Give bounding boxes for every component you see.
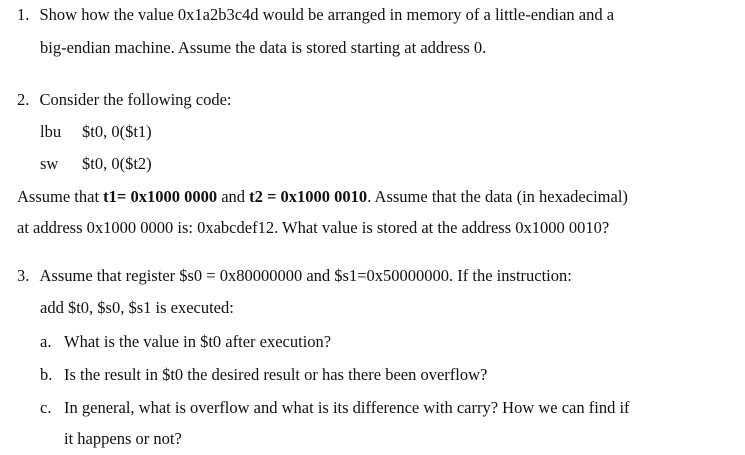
- sub-item-letter: a.: [40, 332, 52, 351]
- question-2-line-1: [17, 90, 232, 110]
- question-2-number: 2.: [17, 90, 30, 109]
- t2-value: t2 = 0x1000 0010: [249, 187, 368, 206]
- question-2-assume-line: [17, 187, 628, 207]
- question-3-line-2: add $t0, $s0, $s1 is executed:: [40, 298, 234, 317]
- question-1-number: 1.: [17, 5, 30, 24]
- code-line-2: [40, 154, 152, 174]
- question-3-text: Assume that register $s0 = 0x80000000 and $s1=0x50000000. If the instruction:: [39, 266, 572, 285]
- question-1-line-1: [17, 5, 614, 25]
- sub-item-c-line-2: it happens or not?: [64, 429, 182, 448]
- assume-post: . Assume that the data (in hexadecimal): [367, 187, 628, 206]
- code-args: $t0, 0($t1): [82, 122, 152, 141]
- sub-item-text: In general, what is overflow and what is its difference with carry? How we can find if: [64, 398, 630, 417]
- sub-item-c: [40, 398, 630, 418]
- sub-item-letter: c.: [40, 398, 52, 417]
- sub-item-b: [40, 365, 487, 385]
- code-op: lbu: [40, 122, 62, 141]
- t1-value: t1= 0x1000 0000: [103, 187, 218, 206]
- question-1-text: Show how the value 0x1a2b3c4d would be arranged in memory of a little-endian and a: [39, 5, 615, 24]
- assume-pre: Assume that: [17, 187, 104, 206]
- sub-item-a: [40, 332, 331, 352]
- and-text: and: [217, 187, 250, 206]
- question-3-number: 3.: [17, 266, 30, 285]
- sub-item-letter: b.: [40, 365, 53, 384]
- question-3-line-1: [17, 266, 572, 286]
- question-2-intro: Consider the following code:: [39, 90, 232, 109]
- sub-item-text: Is the result in $t0 the desired result or has there been overflow?: [64, 365, 488, 384]
- question-1-line-2: big-endian machine. Assume the data is stored starting at address 0.: [40, 38, 487, 57]
- code-op: sw: [40, 154, 59, 173]
- code-line-1: [40, 122, 152, 142]
- question-2-line-2: at address 0x1000 0000 is: 0xabcdef12. What value is stored at the address 0x1000 0010?: [17, 218, 610, 237]
- code-args: $t0, 0($t2): [82, 154, 152, 173]
- sub-item-text: What is the value in $t0 after execution?: [64, 332, 332, 351]
